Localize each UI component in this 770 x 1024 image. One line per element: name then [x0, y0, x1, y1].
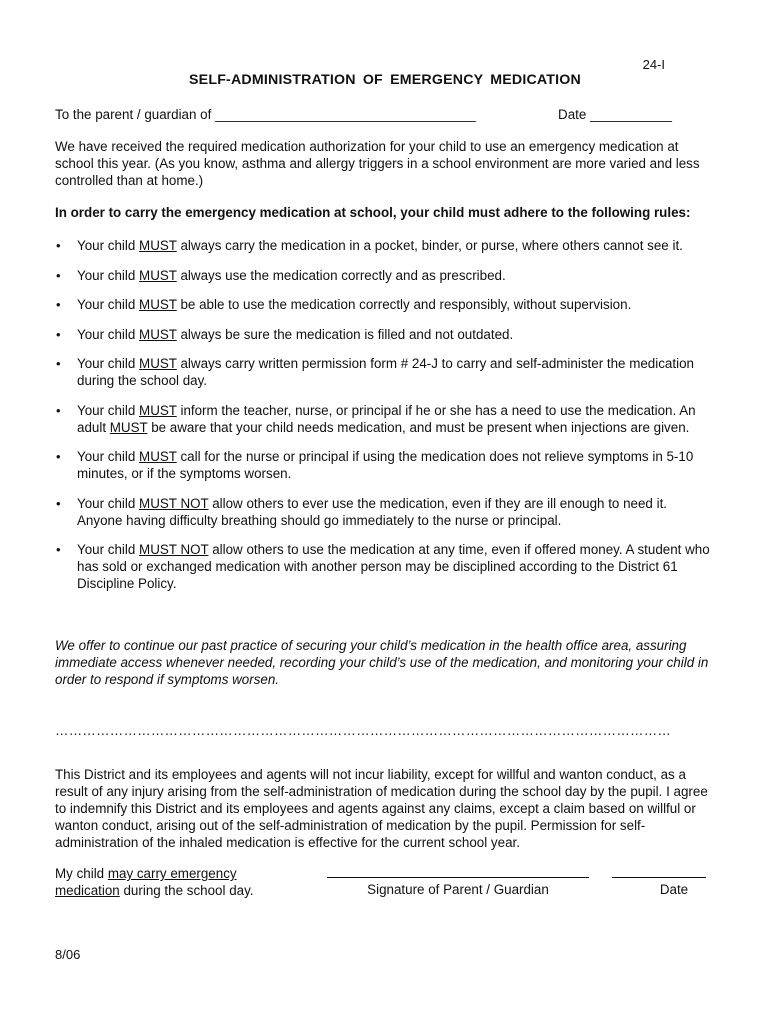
rule-text-post2: be aware that your child needs medication, and must be present when injections are given. — [147, 419, 690, 435]
form-code: 24-I — [642, 57, 665, 72]
consent-underlined-2: medication — [55, 883, 120, 898]
rules-list — [55, 237, 715, 605]
rules-heading: In order to carry the emergency medication at school, your child must adhere to the following rules: — [55, 205, 691, 220]
consent-pre: My child — [55, 866, 108, 881]
parent-guardian-field[interactable] — [55, 106, 476, 123]
practice-statement: We offer to continue our past practice of securing your child’s medication in the health office area, assuring immediate access whenever needed, recording your child’s use of the medication, and monitoring your child in order to respond if symptoms worsen. — [55, 638, 709, 687]
rule-item — [55, 495, 715, 529]
parent-label: To the parent / guardian of — [55, 107, 212, 122]
rule-text-pre: Your child — [77, 238, 140, 253]
bullet-icon: • — [56, 297, 61, 312]
rule-item — [55, 355, 715, 389]
rule-emphasis: MUST — [139, 326, 177, 342]
rule-text-pre: Your child — [77, 356, 140, 371]
liability-paragraph: This District and its employees and agents will not incur liability, except for willful and wanton conduct, as a result of any injury arising from the self-administration of medication during the school day by the pupil. I agree to indemnify this District and its employees and agents against any claims, except a claim based on willful or wanton conduct, arising out of the self-administration of medication by the pupil. Permission for self-administration of the inhaled medication is effective for the current school year. — [55, 767, 708, 850]
recipient-row — [55, 106, 672, 123]
rule-emphasis: MUST — [139, 238, 177, 253]
signature-label: Signature of Parent / Guardian — [367, 882, 549, 897]
rule-text-post: be able to use the medication correctly and responsibly, without supervision. — [176, 297, 632, 312]
rule-text-post: always use the medication correctly and as prescribed. — [176, 267, 506, 283]
bullet-icon: • — [56, 326, 61, 342]
rule-emphasis: MUST — [139, 402, 177, 418]
intro-paragraph: We have received the required medication authorization for your child to use an emergency medication at school this year. (As you know, asthma and allergy triggers in a school environment are more varied and less controlled than at home.) — [55, 139, 700, 188]
parent-blank: ___________________________________ — [215, 107, 476, 122]
rule-emphasis: MUST — [139, 449, 177, 464]
date-field[interactable] — [558, 106, 672, 123]
version-code: 8/06 — [55, 947, 81, 962]
rule-text-pre: Your child — [77, 326, 140, 342]
signature-field[interactable] — [327, 865, 589, 878]
rule-text-pre: Your child — [77, 267, 140, 283]
rule-text-pre: Your child — [77, 297, 140, 312]
consent-statement — [55, 865, 254, 899]
rule-text-post: always carry written permission form # 24-J to carry and self-administer the medication during the school day. — [77, 356, 694, 388]
rule-text-post: inform the teacher, nurse, or principal if he or she has a need to use the medication. An adult — [77, 402, 696, 435]
consent-post: during the school day. — [119, 883, 254, 898]
rule-emphasis: MUST — [139, 267, 177, 283]
rule-text-post: call for the nurse or principal if using the medication does not relieve symptoms in 5-10 minutes, or if the symptoms worsen. — [77, 449, 694, 481]
page-title: SELF-ADMINISTRATION OF EMERGENCY MEDICATION — [189, 72, 581, 88]
rule-text-pre: Your child — [77, 495, 140, 511]
rule-item — [55, 237, 715, 254]
rule-text-pre: Your child — [77, 402, 140, 418]
rule-item — [55, 267, 715, 284]
signature-date-label: Date — [659, 882, 689, 897]
rule-emphasis-adult: MUST — [109, 419, 148, 435]
bullet-icon: • — [56, 495, 61, 511]
rule-emphasis: MUST NOT — [139, 542, 209, 557]
rule-text-pre: Your child — [77, 542, 140, 557]
rule-item — [55, 326, 715, 343]
rule-item — [55, 448, 715, 482]
rule-text-pre: Your child — [77, 449, 140, 464]
bullet-icon: • — [56, 267, 61, 283]
rule-text-post: always carry the medication in a pocket, binder, or purse, where others cannot see it. — [176, 238, 683, 253]
rule-text-post: allow others to use the medication at any time, even if offered money. A student who has sold or exchanged medication with another person may be disciplined according to the District 61 Discipline Policy. — [77, 542, 710, 591]
rule-item — [55, 296, 715, 313]
rule-text-post: allow others to ever use the medication, even if they are ill enough to need it. Anyone having difficulty breathing should go immediately to the nurse or principal. — [77, 495, 668, 528]
signature-date-field[interactable] — [612, 865, 706, 878]
consent-underlined-1: may carry emergency — [107, 866, 237, 881]
date-blank: ___________ — [590, 107, 672, 122]
bullet-icon: • — [56, 542, 61, 557]
rule-item — [55, 541, 715, 592]
date-label: Date — [558, 107, 587, 122]
rule-text-post: always be sure the medication is filled and not outdated. — [176, 326, 514, 342]
bullet-icon: • — [56, 356, 61, 371]
rule-emphasis: MUST — [139, 356, 177, 371]
bullet-icon: • — [56, 402, 61, 418]
rule-emphasis: MUST — [139, 297, 177, 312]
rule-item — [55, 402, 715, 436]
dotted-separator: ……………………………………………………………………………………………………………………… — [55, 723, 672, 738]
bullet-icon: • — [56, 238, 61, 253]
bullet-icon: • — [56, 449, 61, 464]
rule-emphasis: MUST NOT — [139, 495, 209, 511]
